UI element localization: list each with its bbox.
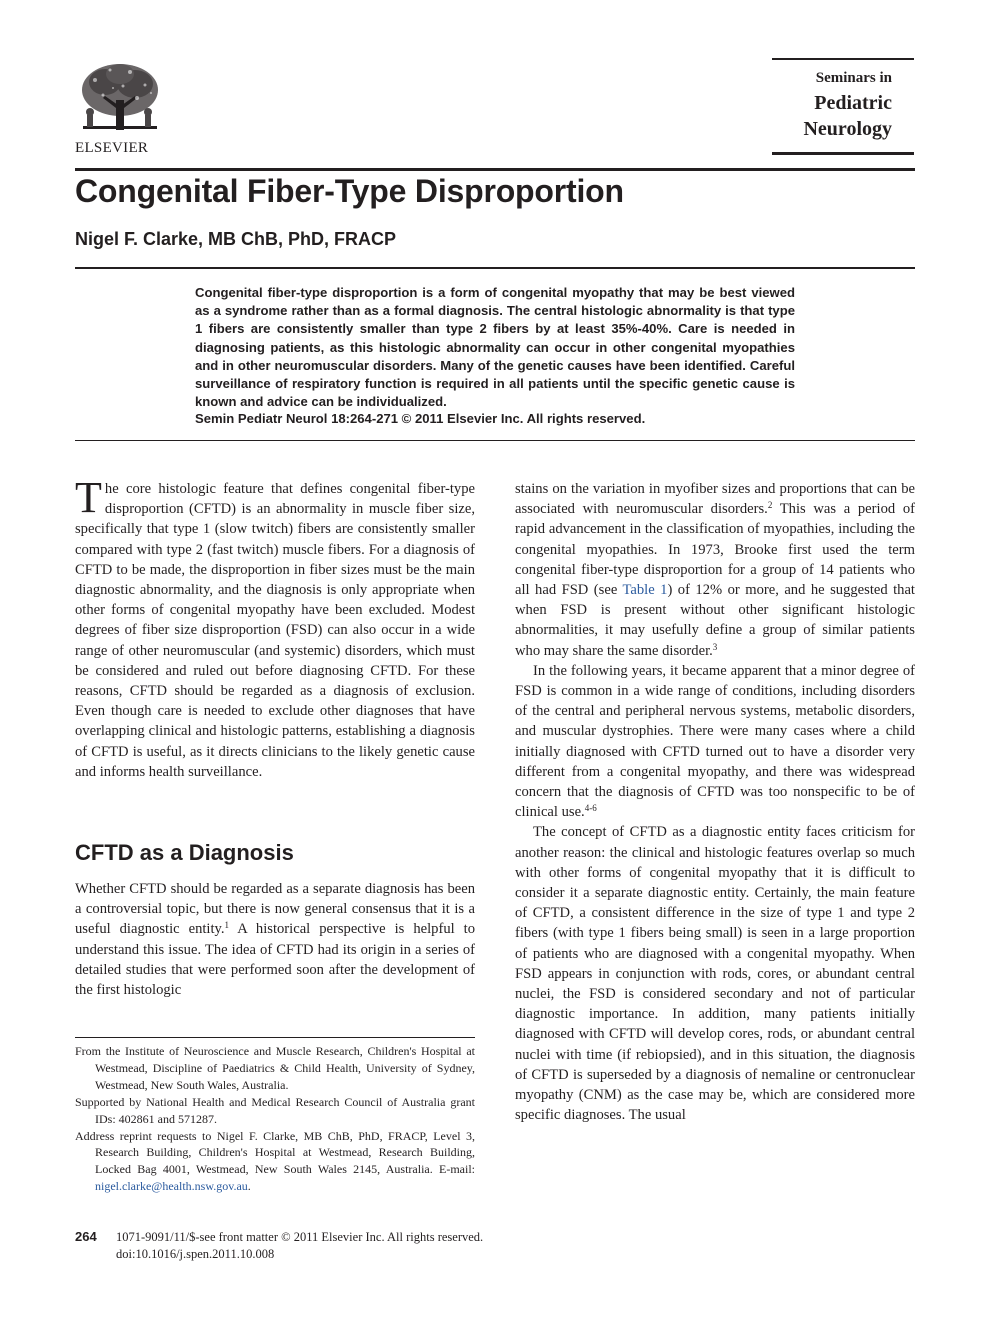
page-number: 264 — [75, 1229, 97, 1244]
section-heading: CFTD as a Diagnosis — [75, 840, 294, 865]
body-paragraph: The concept of CFTD as a diagnostic entity faces criticism for another reason: the clinical and histologic features overlap so much with other forms of congenital myopathy that it is difficult to consider it a separate diagnostic entity. Certainly, the main feature of CFTD, a consistent difference in the size of type 1 and type 2 fibers (with type 1 fibers being small) is seen in a large proportion of patients who are diagnosed with a congenital myopathy. When FSD appears in conjunction with rods, cores, or abundant central nuclei, the FSD is considered secondary and not of particular diagnostic importance. In addition, many patients initially diagnosed with CFTD will develop cores, rods, or abundant central nuclei with time (if rebiopsied), and in this situation, the diagnosis of CFTD is superseded by a diagnosis of nemaline or centronuclear myopathy (CNM) as the case may be, which are considered more specific diagnoses. The usual — [515, 824, 915, 1124]
doi[interactable]: doi:10.1016/j.spen.2011.10.008 — [116, 1247, 275, 1261]
article-title: Congenital Fiber-Type Disproportion — [75, 173, 624, 209]
reference-marker[interactable]: 3 — [712, 641, 718, 652]
paragraph-text: ) of 12% or more, and he suggested that when FSD is present without other significant histologic abnormalities, it may usefully define a group of similar patients who may share the same disorder. — [515, 582, 915, 659]
intro-paragraph — [75, 473, 475, 782]
publisher-logo — [75, 60, 165, 160]
body-paragraph — [515, 661, 915, 823]
funding-note: Supported by National Health and Medical Research Council of Australia grant IDs: 402861 and 571287. — [75, 1094, 475, 1126]
intro-text: he core histologic feature that defines congenital fiber-type disproportion (CFTD) is an abnormality in muscle fiber size, specifically that type 1 (slow twitch) fibers are consistently smaller compared with type 2 (fast twitch) muscle fibers. For a diagnosis of CFTD to be made, the disproportion in fiber sizes must be the main diagnostic abnormality, and the diagnosis is only appropriate when other forms of congenital myopathy have been excluded. Modest degrees of fiber size disproportion (FSD) can also occur in a wide range of other neuromuscular (and systemic) disorders, which must be considered and ruled out before diagnosing CFTD. For these reasons, CFTD should be regarded as a diagnosis of exclusion. Even though care is needed to exclude other diagnoses that have overlapping clinical and histologic patterns, establishing a diagnosis of CFTD is useful, as it directs clinicians to the likely genetic cause and informs health surveillance. — [75, 481, 475, 780]
body-paragraph — [515, 479, 915, 661]
reprint-end: . — [247, 1179, 251, 1194]
header-divider — [75, 168, 915, 171]
journal-name-line3: Neurology — [803, 118, 892, 140]
paragraph-text: In the following years, it became apparent that a minor degree of FSD is common in a wide range of conditions, including disorders of the central and peripheral nervous systems, metabolic disorders, and muscular dystrophies. There were many cases where a child initially diagnosed with CFTD turned out to have a disorder very different from a congenital myopathy, and there was widespread concern that the diagnosis of CFTD was too nonspecific to be of clinical use. — [515, 662, 915, 821]
abstract-citation: Semin Pediatr Neurol 18:264-271 © 2011 Elsevier Inc. All rights reserved. — [195, 411, 646, 426]
section-text-a: Whether CFTD should be regarded as a separate diagnosis has been a controversial topic, but there is now general consensus that it is a useful diagnostic entity. — [75, 881, 475, 938]
reference-marker[interactable]: 2 — [767, 500, 773, 511]
front-matter-note: 1071-9091/11/$-see front matter © 2011 Elsevier Inc. All rights reserved. — [116, 1230, 484, 1244]
reprint-note — [75, 1128, 475, 1196]
section-paragraph — [75, 879, 475, 1000]
publisher-name: ELSEVIER — [75, 140, 149, 156]
journal-name-line2: Pediatric — [814, 92, 892, 114]
footnotes — [75, 1043, 475, 1195]
section-text-b: A historical perspective is helpful to understand this issue. The idea of CFTD had its origin in a series of detailed studies that were performed soon after the development of the first histologic — [75, 921, 475, 999]
email-link[interactable]: nigel.clarke@health.nsw.gov.au — [95, 1179, 248, 1194]
right-column — [515, 479, 915, 1126]
title-divider — [75, 267, 915, 269]
reference-marker[interactable]: 1 — [224, 920, 230, 931]
drop-cap: T — [75, 473, 102, 522]
journal-name-box — [772, 58, 914, 155]
paragraph-text: stains on the variation in myofiber sizes and proportions that can be associated with neuromuscular disorders. — [515, 481, 915, 518]
affiliation-note: From the Institute of Neuroscience and Muscle Research, Children's Hospital at Westmead, Discipline of Paediatrics & Child Health, University of Sydney, Westmead, New South Wales, Australia. — [75, 1044, 475, 1092]
elsevier-tree-logo-icon — [75, 60, 165, 138]
table-link[interactable]: Table 1 — [622, 582, 668, 599]
paragraph-text: This was a period of rapid advancement in the classification of myopathies, including the congenital myopathies. In 1973, Brooke first used the term congenital fiber-type disproportion for a group of 14 patients who all had FSD (see — [515, 501, 916, 599]
reference-marker[interactable]: 4-6 — [584, 803, 597, 814]
footnote-divider — [75, 1037, 475, 1038]
reprint-text: Address reprint requests to Nigel F. Clarke, MB ChB, PhD, FRACP, Level 3, Research Building, Children's Hospital at Westmead, Research Building, Locked Bag 4001, Westmead, New South Wales 2145, Australia. E-mail: — [75, 1128, 475, 1177]
journal-name-line1: Seminars in — [815, 70, 892, 86]
article-author: Nigel F. Clarke, MB ChB, PhD, FRACP — [75, 229, 397, 249]
abstract: Congenital fiber-type disproportion is a form of congenital myopathy that may be best viewed as a syndrome rather than as a formal diagnosis. The central histologic abnormality is that type 1 fibers are consistently smaller than type 2 fibers by at least 35%-40%. Care is needed in diagnosing patients, as this histologic abnormality can occur in other congenital myopathies and in other neuromuscular disorders. Many of the genetic causes have been identified. Careful surveillance of respiratory function is required in all patients until the specific genetic cause is known and advice can be individualized. — [195, 285, 795, 410]
abstract-divider — [75, 440, 915, 441]
